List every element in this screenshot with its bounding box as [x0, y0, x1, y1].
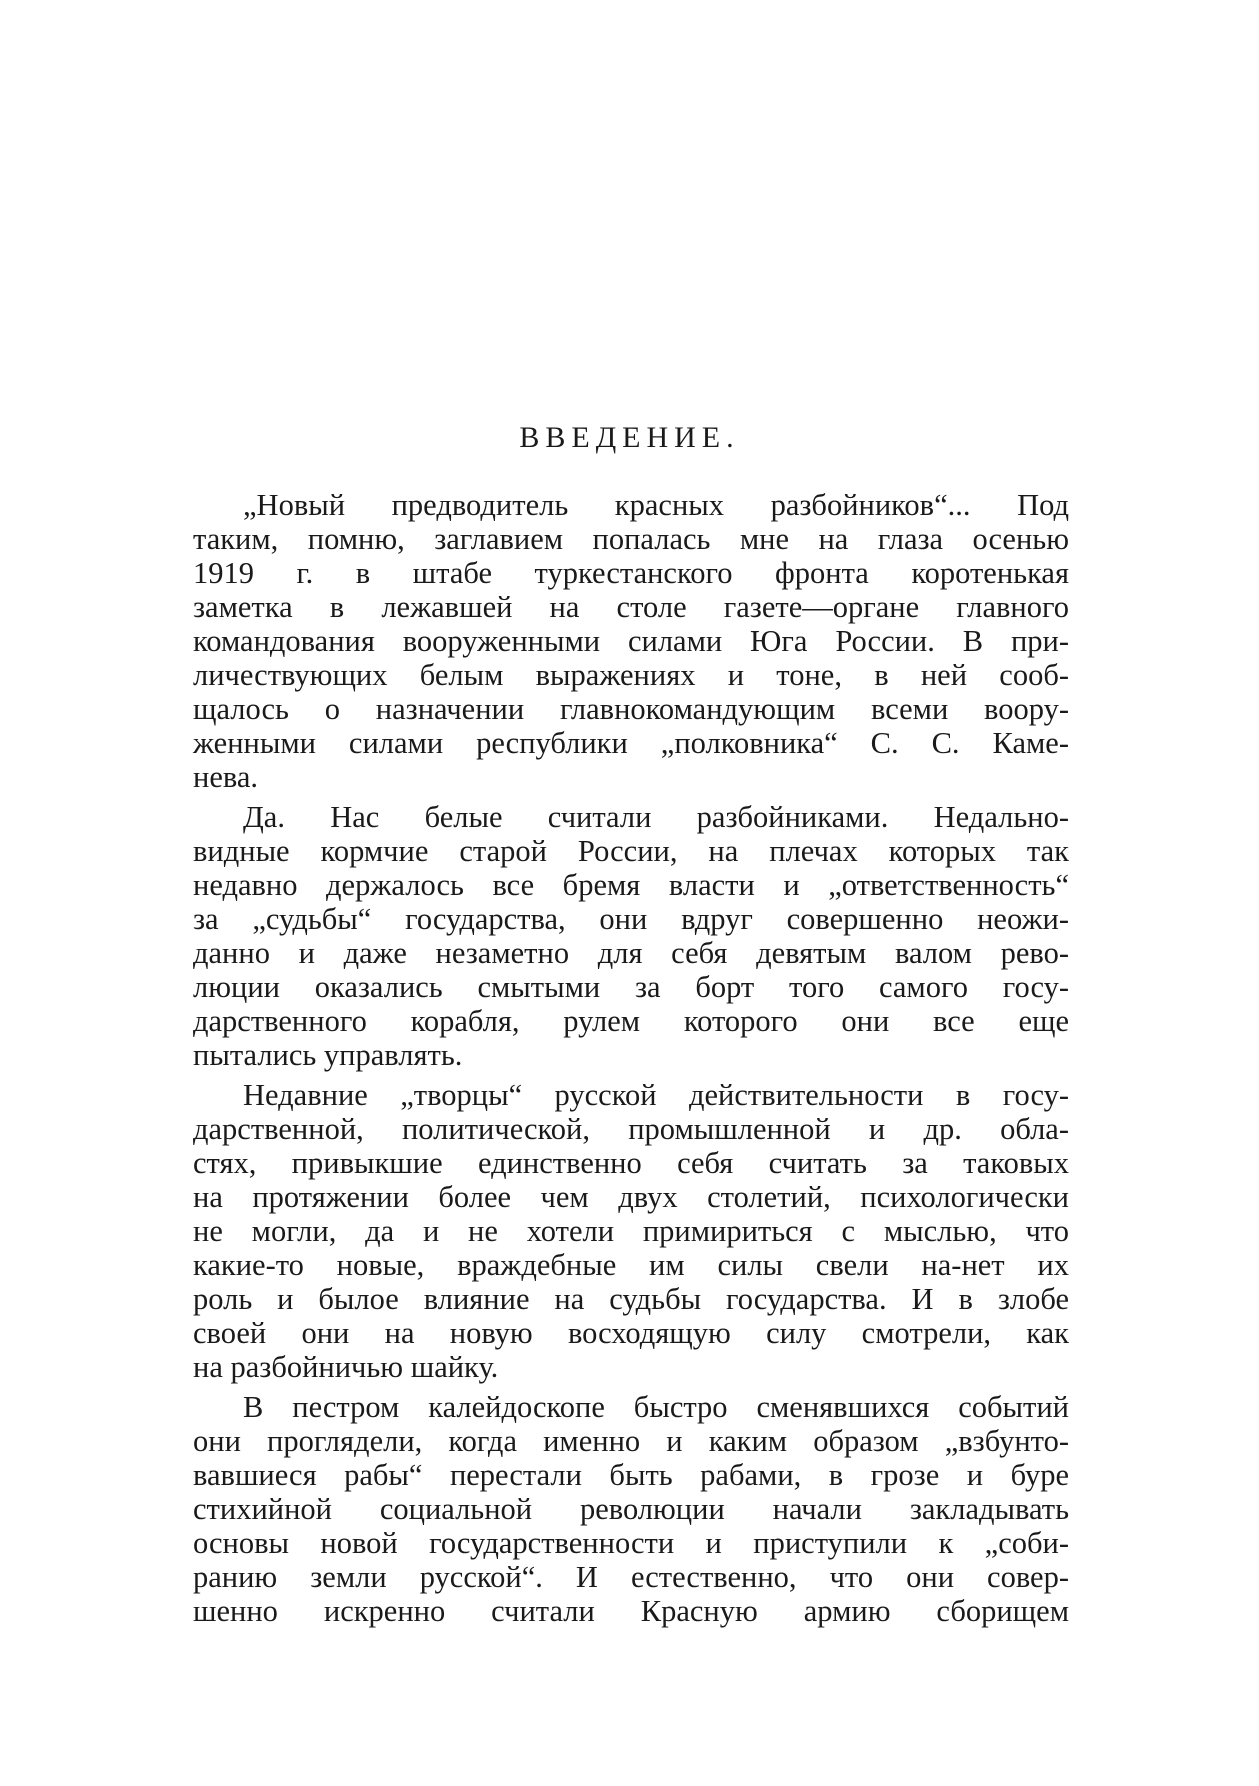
text-line: своей они на новую восходящую силу смотрели, как — [193, 1316, 1069, 1350]
text-line: 1919 г. в штабе туркестанского фронта коротенькая — [193, 556, 1069, 590]
text-line: Да. Нас белые считали разбойниками. Недально- — [243, 800, 1069, 834]
text-line: за „судьбы“ государства, они вдруг совершенно неожи- — [193, 902, 1069, 936]
text-line: командования вооруженными силами Юга России. В при- — [193, 624, 1069, 658]
text-line: недавно держалось все бремя власти и „ответственность“ — [193, 868, 1069, 902]
text-line: женными силами республики „полковника“ С. С. Каме- — [193, 726, 1069, 760]
text-line: Недавние „творцы“ русской действительности в госу- — [243, 1078, 1069, 1112]
text-line: они проглядели, когда именно и каким образом „взбунто- — [193, 1424, 1069, 1458]
text-line: заметка в лежавшей на столе газете—органе главного — [193, 590, 1069, 624]
text-line: личествующих белым выражениях и тоне, в ней сооб- — [193, 658, 1069, 692]
chapter-heading: ВВЕДЕНИЕ. — [519, 421, 740, 454]
paragraph — [193, 1390, 1069, 1628]
text-line: шенно искренно считали Красную армию сборищем — [193, 1594, 1069, 1628]
text-line: данно и даже незаметно для себя девятым валом рево- — [193, 936, 1069, 970]
text-line: роль и былое влияние на судьбы государства. И в злобе — [193, 1282, 1069, 1316]
text-line: вавшиеся рабы“ перестали быть рабами, в грозе и буре — [193, 1458, 1069, 1492]
text-line: на протяжении более чем двух столетий, психологически — [193, 1180, 1069, 1214]
text-line: дарственного корабля, рулем которого они все еще — [193, 1004, 1069, 1038]
body-text — [193, 488, 1069, 1628]
paragraph — [193, 488, 1069, 794]
text-line: дарственной, политической, промышленной и др. обла- — [193, 1112, 1069, 1146]
text-line: люции оказались смытыми за борт того самого госу- — [193, 970, 1069, 1004]
text-line: на разбойничью шайку. — [193, 1350, 499, 1384]
text-line: основы новой государственности и приступили к „соби- — [193, 1526, 1069, 1560]
paragraph — [193, 800, 1069, 1072]
text-line: пытались управлять. — [193, 1038, 463, 1072]
text-line: В пестром калейдоскопе быстро сменявшихся событий — [243, 1390, 1069, 1424]
text-line: стях, привыкшие единственно себя считать за таковых — [193, 1146, 1069, 1180]
text-line: ранию земли русской“. И естественно, что они совер- — [193, 1560, 1069, 1594]
text-line: стихийной социальной революции начали закладывать — [193, 1492, 1069, 1526]
text-line: „Новый предводитель красных разбойников“... Под — [243, 488, 1069, 522]
text-line: нева. — [193, 760, 259, 794]
text-line: какие-то новые, враждебные им силы свели на-нет их — [193, 1248, 1069, 1282]
text-line: таким, помню, заглавием попалась мне на глаза осенью — [193, 522, 1069, 556]
text-line: не могли, да и не хотели примириться с мыслью, что — [193, 1214, 1069, 1248]
text-line: щалось о назначении главнокомандующим всеми воору- — [193, 692, 1069, 726]
paragraph — [193, 1078, 1069, 1384]
text-line: видные кормчие старой России, на плечах которых так — [193, 834, 1069, 868]
